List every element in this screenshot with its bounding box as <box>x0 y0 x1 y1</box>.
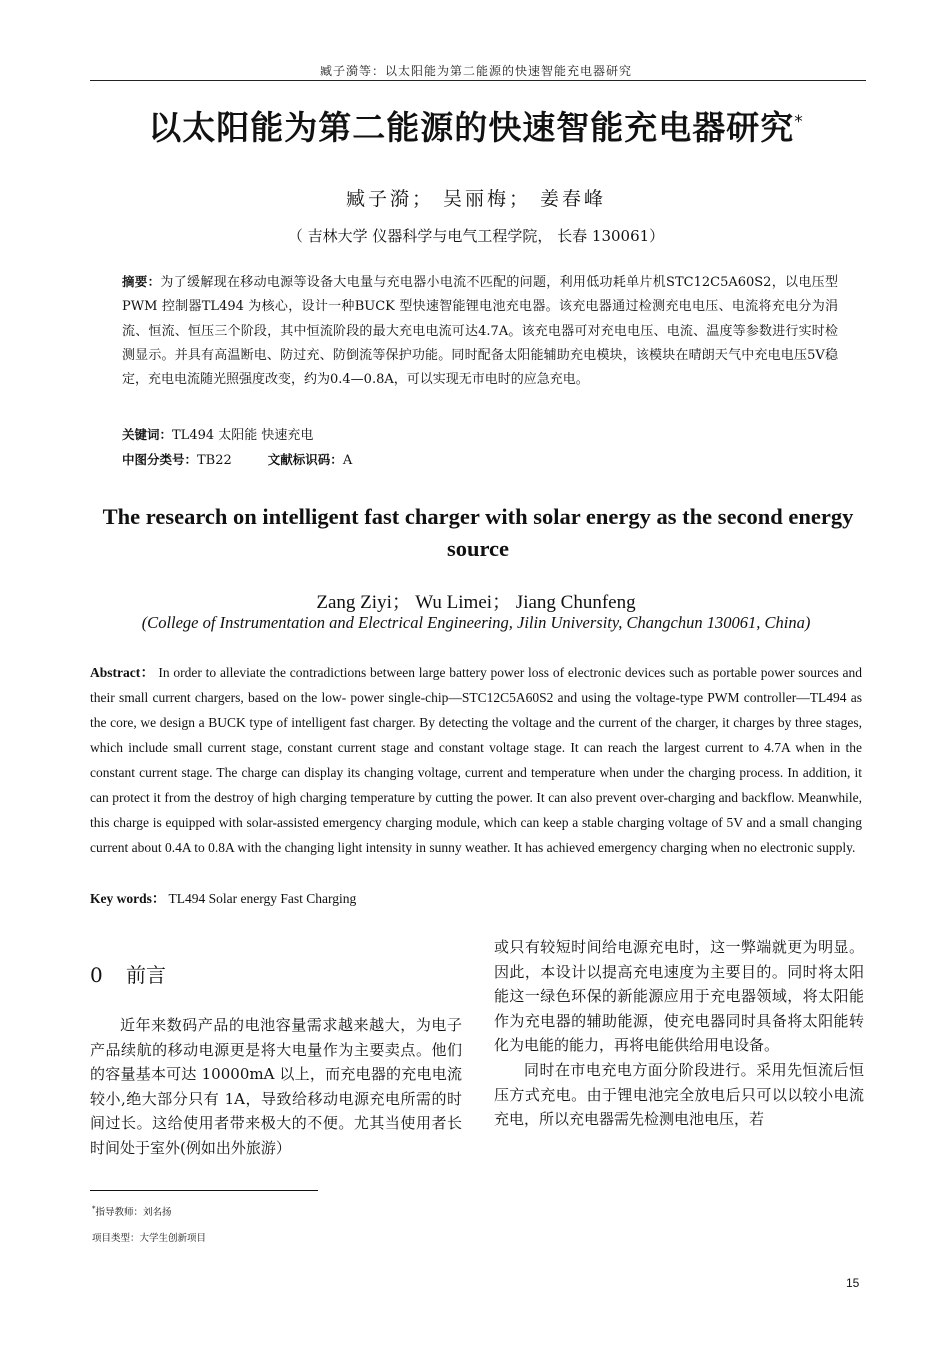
chinese-abstract-text: 为了缓解现在移动电源等设备大电量与充电器小电流不匹配的问题，利用低功耗单片机STC12C5A60S2，以电压型PWM 控制器TL494 为核心，设计一种BUCK 型快速智能锂电池充电器。该充电器通过检测充电电压、电流将充电分为涓流、恒流、恒压三个阶段，其中恒流阶段的最大充电电流可达4.7A。该充电器可对充电电压、电流、温度等参数进行实时检测显示。并具有高温断电、防过充、防倒流等保护功能。同时配备太阳能辅助充电模块，该模块在晴朗天气中充电电压5V稳定，充电电流随光照强度改变，约为0.4—0.8A，可以实现无市电时的应急充电。 <box>122 275 838 388</box>
chinese-affiliation: （ 吉林大学 仪器科学与电气工程学院， 长春 130061） <box>287 227 665 245</box>
doc-code-value: A <box>342 453 353 468</box>
english-abstract-text: In order to alleviate the contradictions between large battery power loss of electronic devices such as portable power sources and their small current chargers, based on the low- power single-chip—STC12C5A60S2 and using the voltage-type PWM controller—TL494 as the core, we design a BUCK type of intelligent fast charger. By detecting the voltage and the current of the charger, it charges by three stages, which include small current stage, constant current stage and constant voltage stage. It can reach the largest current to 4.7A when in the constant current stage. The charge can display its changing voltage, current and temperature when under the charging process. In addition, it can protect it from the destroy of high charging temperature by cutting the power. It can also prevent over-charging and backflow. Meanwhile, this charge is equipped with solar-assisted emergency charging module, which can keep a stable charging voltage of 5V and a small changing current about 0.4A to 0.8A with the changing light intensity in sunny weather. It has achieved emergency charging when no electronic supply. <box>90 665 862 855</box>
body-paragraph: 近年来数码产品的电池容量需求越来越大，为电子产品续航的移动电源更是将大电量作为主要卖点。他们的容量基本可达 10000mA 以上，而充电器的充电电流较小,绝大部分只有 1A，导致给移动电源充电所需的时间过长。这给使用者带来极大的不便。尤其当使用者长时间处于室外(例如出外旅游） <box>90 1016 462 1157</box>
section-heading <box>90 959 462 985</box>
section-title: 前言 <box>126 963 166 987</box>
english-keywords-label: Key words： <box>90 891 166 906</box>
right-column <box>494 935 864 1132</box>
section-number: 0 <box>90 963 103 987</box>
classification-line <box>122 450 838 468</box>
english-abstract <box>90 660 862 860</box>
clc-value: TB22 <box>197 453 232 468</box>
chinese-abstract-label: 摘要： <box>122 274 161 289</box>
footnote-project-type: 项目类型：大学生创新项目 <box>92 1233 207 1244</box>
chinese-abstract <box>122 270 838 392</box>
title-footnote-mark: * <box>794 112 804 132</box>
footnote-mark: * <box>92 1204 96 1213</box>
doc-code-label: 文献标识码： <box>267 452 343 467</box>
running-head: 臧子漪等：以太阳能为第二能源的快速智能充电器研究 <box>319 64 632 78</box>
footnote-advisor <box>92 1204 172 1218</box>
english-title: The research on intelligent fast charger with solar energy as the second energy source <box>102 504 854 561</box>
english-keywords <box>90 887 862 907</box>
english-abstract-label: Abstract： <box>90 665 155 680</box>
chinese-title <box>0 102 952 149</box>
english-authors: Zang Ziyi； Wu Limei； Jiang Chunfeng <box>316 592 636 613</box>
chinese-keywords <box>122 424 838 443</box>
clc-label: 中图分类号： <box>122 452 198 467</box>
page-number: 15 <box>846 1276 860 1290</box>
english-keywords-text: TL494 Solar energy Fast Charging <box>168 891 357 906</box>
chinese-title-text: 以太阳能为第二能源的快速智能充电器研究 <box>148 108 795 147</box>
footnote-advisor-text: 指导教师：刘名扬 <box>95 1207 172 1218</box>
body-paragraph: 同时在市电充电方面分阶段进行。采用先恒流后恒压方式充电。由于锂电池完全放电后只可以以较小电流充电，所以充电器需先检测电池电压，若 <box>494 1060 864 1129</box>
header-rule <box>90 80 866 81</box>
english-affiliation: (College of Instrumentation and Electrical Engineering, Jilin University, Changchun 130061, China) <box>141 613 811 632</box>
chinese-keywords-text: TL494 太阳能 快速充电 <box>172 428 314 443</box>
chinese-keywords-label: 关键词： <box>122 427 173 442</box>
footnote-rule <box>90 1190 318 1191</box>
chinese-authors: 臧子漪； 吴丽梅； 姜春峰 <box>345 188 607 210</box>
left-column <box>90 935 462 1161</box>
body-paragraph: 或只有较短时间给电源充电时，这一弊端就更为明显。因此，本设计以提高充电速度为主要目的。同时将太阳能这一绿色环保的新能源应用于充电器领域，将太阳能作为充电器的辅助能源，使充电器同时具备将太阳能转化为电能的能力，再将电能供给用电设备。 <box>494 938 864 1055</box>
